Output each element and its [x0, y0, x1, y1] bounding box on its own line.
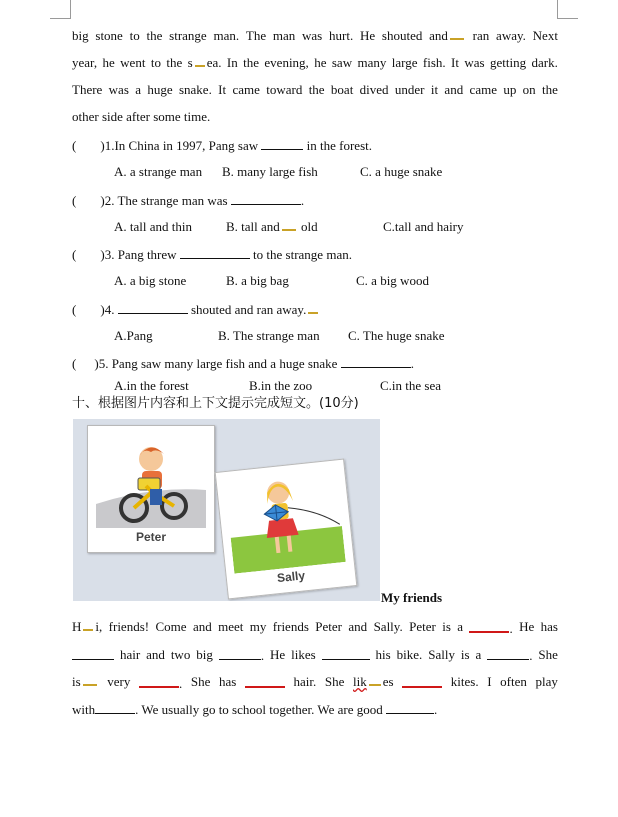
- answer-paren-close: ): [100, 193, 105, 208]
- answer-blank[interactable]: [386, 701, 434, 714]
- question-1: [72, 137, 372, 154]
- photo-peter-image: [96, 434, 206, 528]
- question-5: [72, 355, 414, 372]
- word: the: [146, 28, 163, 43]
- word: the: [308, 82, 325, 97]
- edit-mark: [83, 676, 97, 686]
- answer-paren-open: (: [72, 138, 77, 153]
- answer-blank[interactable]: [402, 674, 442, 688]
- word: It: [451, 55, 459, 70]
- edit-mark: [282, 221, 296, 231]
- page-corner-mark: [70, 0, 71, 18]
- question-stem: 4.: [104, 302, 115, 317]
- word: big: [72, 28, 89, 43]
- question-stem: 1.In China in 1997, Pang saw: [104, 138, 259, 153]
- word: play: [535, 674, 558, 689]
- photo-peter: [87, 425, 215, 553]
- word: a: [135, 82, 141, 97]
- word: She: [324, 674, 345, 689]
- question-stem: 5. Pang saw many large fish and a huge snake: [98, 356, 338, 371]
- option-b: B.in the zoo: [249, 378, 313, 393]
- word: shouted: [381, 28, 423, 43]
- answer-paren-close: ): [94, 356, 99, 371]
- word: was: [108, 82, 129, 97]
- section-10-heading: 十、根据图片内容和上下文提示完成短文。(10分): [72, 396, 359, 411]
- illustration-peter-and-sally: [73, 419, 380, 601]
- answer-blank[interactable]: [118, 301, 188, 314]
- word: to: [129, 28, 140, 43]
- word: He: [519, 619, 535, 634]
- photo-caption: Sally: [276, 568, 306, 586]
- option-c: C. a big wood: [356, 273, 429, 288]
- word: the: [542, 82, 558, 97]
- word: kites.: [450, 674, 479, 689]
- edit-mark: [308, 304, 318, 314]
- word: boat: [330, 82, 354, 97]
- answer-blank[interactable]: [139, 674, 179, 688]
- word: came: [232, 82, 260, 97]
- word: Sally: [428, 647, 455, 662]
- word: hair.: [293, 674, 317, 689]
- word: evening,: [264, 55, 309, 70]
- word: likes: [291, 647, 316, 662]
- sentence: . We usually go to school together. We are good: [135, 702, 383, 717]
- word: meet: [218, 619, 244, 634]
- option-c: C.in the sea: [380, 378, 442, 393]
- word: and: [348, 619, 368, 634]
- passage-line-4: other side after some time.: [72, 109, 211, 124]
- word: is: [460, 647, 470, 662]
- word-with-mark: H i,: [72, 619, 103, 634]
- option-b: B. a big bag: [226, 273, 289, 288]
- word: bike.: [396, 647, 423, 662]
- word: dived: [359, 82, 389, 97]
- answer-blank[interactable]: [322, 647, 370, 660]
- word: There: [72, 82, 103, 97]
- edit-mark: [369, 676, 381, 686]
- word: went: [120, 55, 146, 70]
- girl-with-kite-icon: [225, 468, 346, 573]
- option-b: B. many large fish: [222, 164, 318, 179]
- word: .: [434, 702, 438, 717]
- edit-mark: [83, 621, 93, 631]
- word: snake.: [178, 82, 212, 97]
- option-c: C.tall and hairy: [383, 219, 464, 234]
- page-corner-mark: [50, 18, 71, 19]
- word: has: [218, 674, 237, 689]
- passage-line-3: [72, 82, 558, 98]
- edit-mark: [450, 30, 464, 40]
- word: on: [522, 82, 536, 97]
- answer-blank[interactable]: [219, 647, 261, 660]
- word: my: [249, 619, 267, 634]
- word: the: [166, 55, 183, 70]
- word: man: [272, 28, 296, 43]
- word: Peter: [409, 619, 436, 634]
- question-stem: 3. Pang threw: [104, 247, 177, 262]
- word: under: [394, 82, 425, 97]
- word: is: [442, 619, 451, 634]
- option-c: C. The huge snake: [348, 328, 445, 343]
- option-c: C. a huge snake: [360, 164, 443, 179]
- question-4: [72, 301, 320, 318]
- passage-line-2: [72, 55, 558, 71]
- word: to: [150, 55, 161, 70]
- word: man.: [213, 28, 240, 43]
- question-stem: 2. The strange man was: [104, 193, 228, 208]
- word: I: [487, 674, 492, 689]
- option-a: A. a big stone: [114, 273, 187, 288]
- question-2: [72, 192, 304, 209]
- question-stem-end: .: [300, 193, 305, 208]
- photo-sally: [215, 459, 358, 600]
- word: often: [500, 674, 527, 689]
- option-a: A. tall and thin: [114, 219, 192, 234]
- word-with-mark: is: [72, 674, 99, 692]
- passage-line-1: [72, 28, 558, 44]
- word: year,: [72, 55, 98, 70]
- blank-with-period: .: [139, 674, 182, 692]
- answer-blank[interactable]: [487, 647, 529, 660]
- question-stem-end: to the strange man.: [253, 247, 352, 262]
- answer-paren-close: ): [100, 247, 105, 262]
- word: came: [469, 82, 497, 97]
- word-with-mark: lik es: [353, 674, 394, 689]
- word: and: [444, 82, 464, 97]
- word: friends: [272, 619, 309, 634]
- word: ran: [472, 28, 490, 43]
- answer-blank[interactable]: [72, 647, 114, 660]
- word-with-mark: and: [429, 28, 466, 44]
- word: his: [375, 647, 391, 662]
- word: Peter: [315, 619, 342, 634]
- word: toward: [266, 82, 303, 97]
- word-with-mark: s ea.: [187, 55, 222, 70]
- answer-blank[interactable]: [245, 674, 285, 688]
- answer-paren-open: (: [72, 356, 77, 371]
- word: Next: [532, 28, 558, 43]
- word: a: [457, 619, 464, 634]
- word: and: [192, 619, 212, 634]
- word: big: [196, 647, 213, 662]
- option-b: B. tall and old: [226, 219, 318, 234]
- composition-line-2: [72, 647, 558, 664]
- answer-paren-open: (: [72, 302, 77, 317]
- blank-with-period: .: [469, 619, 512, 637]
- word: stone: [95, 28, 123, 43]
- word: very: [107, 674, 131, 689]
- word: The: [245, 28, 267, 43]
- option-a: A.Pang: [114, 328, 153, 343]
- word: the: [243, 55, 260, 70]
- boy-on-bike-icon: [96, 434, 206, 528]
- answer-paren-close: ): [100, 302, 105, 317]
- word: hair: [119, 647, 141, 662]
- word: He: [359, 28, 376, 43]
- answer-paren-open: (: [72, 247, 77, 262]
- word: friends!: [108, 619, 150, 634]
- page-corner-mark: [557, 0, 558, 18]
- word: strange: [169, 28, 207, 43]
- word: large: [391, 55, 418, 70]
- word: He: [270, 647, 286, 662]
- question-stem-end: .: [410, 356, 414, 371]
- option-a: A. a strange man: [114, 164, 203, 179]
- word: It: [218, 82, 227, 97]
- word: fish.: [422, 55, 446, 70]
- word: and: [146, 647, 165, 662]
- composition-line-3: [72, 674, 558, 692]
- word: In: [226, 55, 238, 70]
- composition-line-4: [72, 701, 437, 718]
- word: getting: [490, 55, 527, 70]
- edit-mark: [195, 57, 205, 67]
- word: She: [190, 674, 211, 689]
- word: many: [357, 55, 387, 70]
- photo-caption: Peter: [135, 530, 167, 544]
- answer-blank[interactable]: [341, 355, 411, 368]
- word: was: [302, 28, 323, 43]
- answer-blank[interactable]: [180, 246, 250, 259]
- word: up: [503, 82, 517, 97]
- answer-blank[interactable]: [231, 192, 301, 205]
- answer-blank[interactable]: [469, 619, 509, 633]
- word: Come: [155, 619, 187, 634]
- word: hurt.: [329, 28, 354, 43]
- word: two: [170, 647, 191, 662]
- word: huge: [147, 82, 173, 97]
- question-stem-end: in the forest.: [306, 138, 372, 153]
- page-corner-mark: [557, 18, 578, 19]
- word: She: [538, 647, 558, 662]
- word: Sally.: [373, 619, 403, 634]
- word: saw: [331, 55, 353, 70]
- word: he: [102, 55, 115, 70]
- answer-paren-close: ): [100, 138, 105, 153]
- word: it: [430, 82, 439, 97]
- word: with: [72, 702, 96, 717]
- composition-title: My friends: [381, 590, 443, 605]
- word: he: [314, 55, 327, 70]
- question-3: [72, 246, 352, 263]
- blank-with-period: .: [487, 647, 532, 664]
- word: a: [475, 647, 482, 662]
- photo-sally-image: [225, 468, 346, 573]
- option-a: A.in the forest: [114, 378, 189, 393]
- word: away.: [496, 28, 526, 43]
- composition-line-1: [72, 619, 558, 637]
- answer-blank[interactable]: [261, 137, 303, 150]
- option-b: B. The strange man: [218, 328, 320, 343]
- word: dark.: [531, 55, 558, 70]
- word: has: [540, 619, 558, 634]
- blank-with-period: .: [219, 647, 264, 664]
- answer-blank[interactable]: [95, 701, 135, 714]
- answer-paren-open: (: [72, 193, 77, 208]
- word: was: [464, 55, 485, 70]
- question-stem-end: shouted and ran away.: [190, 302, 307, 317]
